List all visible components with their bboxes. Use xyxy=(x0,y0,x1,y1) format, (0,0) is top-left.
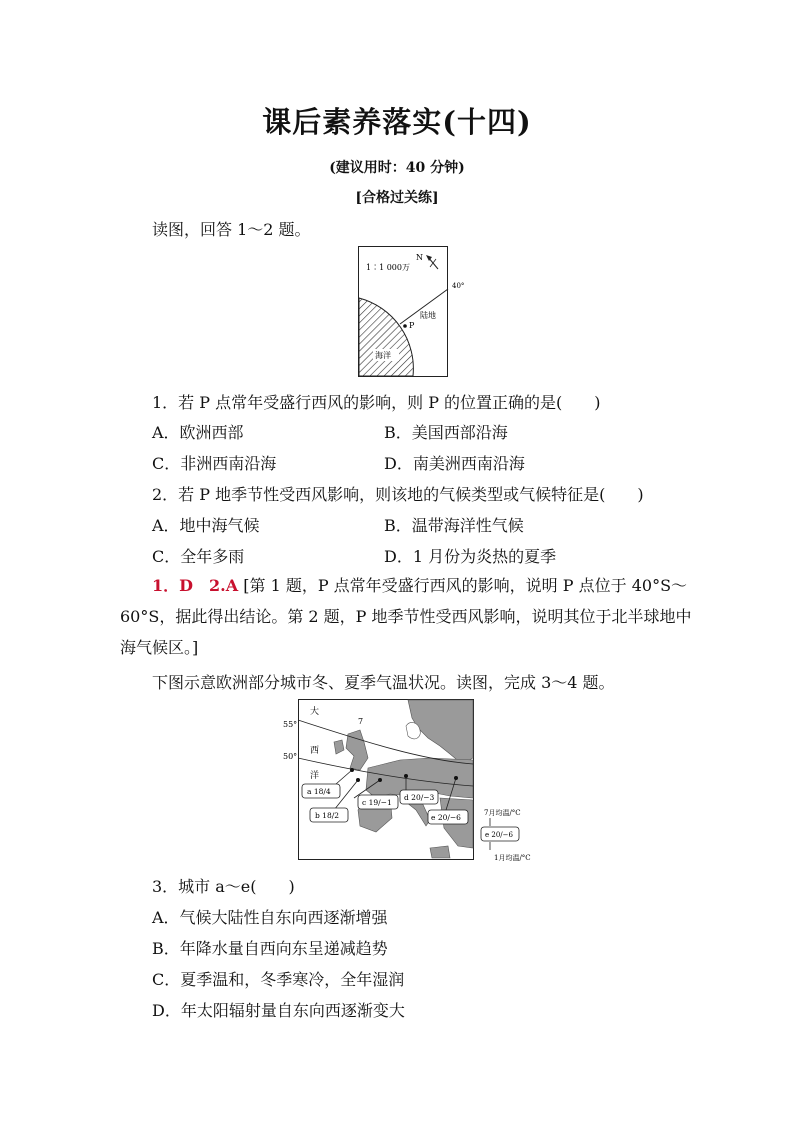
map1-lat-label: 40° xyxy=(452,282,465,290)
q2-option-c: C．全年多雨 xyxy=(152,547,245,566)
map1-land-label: 陆地 xyxy=(420,311,436,320)
time-hint: (建议用时：40 分钟) xyxy=(329,160,465,176)
map2-city-c-label: c 19/−1 xyxy=(362,798,392,807)
q1-option-b: B．美国西部沿海 xyxy=(384,423,508,442)
q2-option-d: D．1 月份为炎热的夏季 xyxy=(384,547,557,566)
answer-text-1: [第 1 题，P 点常年受盛行西风的影响，说明 P 点位于 40°S～ xyxy=(243,576,688,595)
page-title: 课后素养落实(十四) xyxy=(262,105,532,139)
q1-option-c: C．非洲西南沿海 xyxy=(152,454,277,473)
q2-option-a: A．地中海气候 xyxy=(152,516,260,535)
map2-city-b-label: b 18/2 xyxy=(315,811,340,820)
q3-option-c: C．夏季温和，冬季寒冷，全年湿润 xyxy=(152,970,405,989)
map2-lat-55: 55° xyxy=(283,720,298,729)
map2-legend-jan: 1月均温/°C xyxy=(494,854,531,862)
map2-ocean-char-1: 大 xyxy=(310,707,320,717)
q1-option-a: A．欧洲西部 xyxy=(152,423,244,442)
map2-ocean-char-3: 洋 xyxy=(310,771,320,781)
q3-stem: 3．城市 a～e( ) xyxy=(152,877,295,896)
answer-line-3: 海气候区。] xyxy=(120,638,199,657)
q1-option-d: D．南美洲西南沿海 xyxy=(384,454,525,473)
map2-legend-july: 7月均温/°C xyxy=(484,809,521,817)
map2-city-b-point xyxy=(356,778,360,782)
q2-stem: 2．若 P 地季节性受西风影响，则该地的气候类型或气候特征是( ) xyxy=(152,485,644,504)
map2-city-a-label: a 18/4 xyxy=(307,787,331,796)
map1-point-p xyxy=(403,324,407,328)
map1-ocean-label: 海洋 xyxy=(375,351,391,360)
map2-city-e-label: e 20/−6 xyxy=(431,813,461,822)
answer-line-2: 60°S，据此得出结论。第 2 题，P 地季节性受西风影响，说明其位于北半球地中 xyxy=(120,607,692,626)
intro-2: 下图示意欧洲部分城市冬、夏季气温状况。读图，完成 3～4 题。 xyxy=(152,673,615,692)
q2-option-b: B．温带海洋性气候 xyxy=(384,516,524,535)
figure-map-1 xyxy=(358,246,468,378)
map2-city-d-label: d 20/−3 xyxy=(404,793,435,802)
q3-option-a: A．气候大陆性自东向西逐渐增强 xyxy=(152,908,388,927)
map2-city-a-point xyxy=(350,768,354,772)
map2-legend-sample: e 20/−6 xyxy=(485,831,513,839)
map2-city-d-point xyxy=(404,774,408,778)
map2-city-e-point xyxy=(454,776,458,780)
section-label: [合格过关练] xyxy=(355,190,439,206)
map2-legend xyxy=(481,808,531,862)
q3-option-d: D．年太阳辐射量自东向西逐渐变大 xyxy=(152,1001,405,1020)
answer-line-1 xyxy=(152,570,687,601)
map2-seven: 7 xyxy=(358,717,364,726)
map2-lat-50: 50° xyxy=(283,752,298,761)
q3-option-b: B．年降水量自西向东呈递减趋势 xyxy=(152,939,388,958)
map2-city-c-point xyxy=(378,778,382,782)
map1-scale: 1∶1 000万 xyxy=(366,263,410,272)
intro-1: 读图，回答 1～2 题。 xyxy=(152,220,311,239)
q1-stem: 1．若 P 点常年受盛行西风的影响，则 P 的位置正确的是( ) xyxy=(152,393,601,412)
answer-keys: 1．D 2.A xyxy=(152,576,239,595)
map2-ocean-char-2: 西 xyxy=(310,746,320,756)
map1-point-label: P xyxy=(409,321,415,330)
map1-north: N xyxy=(416,253,423,262)
figure-map-2 xyxy=(280,698,550,864)
